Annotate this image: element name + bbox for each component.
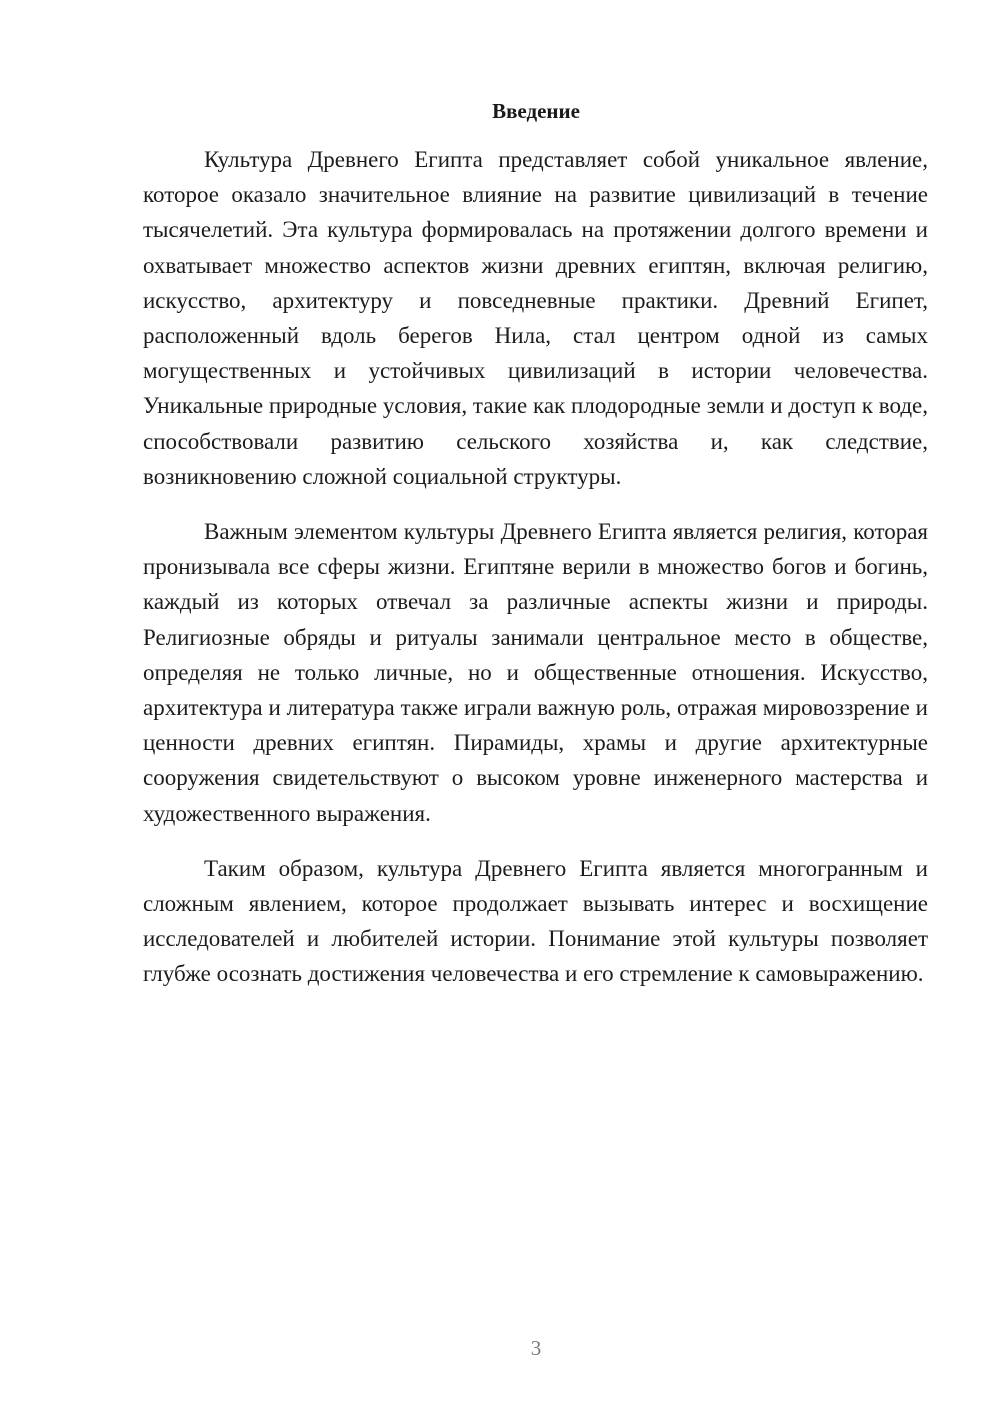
document-body xyxy=(143,142,928,1012)
paragraph-3: Таким образом, культура Древнего Египта является многогранным и сложным явлением, которое продолжает вызывать интерес и восхищение исследователей и любителей истории. Понимание этой культуры позволяет глубже осознать достижения человечества и его стремление к самовыражению. xyxy=(143,855,928,987)
paragraph-1: Культура Древнего Египта представляет собой уникальное явление, которое оказало значительное влияние на развитие цивилизаций в течение тысячелетий. Эта культура формировалась на протяжении долгого времени и охватывает множество аспектов жизни древних египтян, включая религию, искусство, архитектуру и повседневные практики. Древний Египет, расположенный вдоль берегов Нила, стал центром одной из самых могущественных и устойчивых цивилизаций в истории человечества. Уникальные природные условия, такие как плодородные земли и доступ к воде, способствовали развитию сельского хозяйства и, как следствие, возникновению сложной социальной структуры. xyxy=(143,147,928,489)
paragraph-2: Важным элементом культуры Древнего Египта является религия, которая пронизывала все сферы жизни. Египтяне верили в множество богов и богинь, каждый из которых отвечал за различные аспекты жизни и природы. Религиозные обряды и ритуалы занимали центральное место в обществе, определяя не только личные, но и общественные отношения. Искусство, архитектура и литература также играли важную роль, отражая мировоззрение и ценности древних египтян. Пирамиды, храмы и другие архитектурные сооружения свидетельствуют о высоком уровне инженерного мастерства и художественного выражения. xyxy=(143,519,928,826)
page-number: 3 xyxy=(530,1336,542,1360)
section-title: Введение xyxy=(492,99,580,123)
